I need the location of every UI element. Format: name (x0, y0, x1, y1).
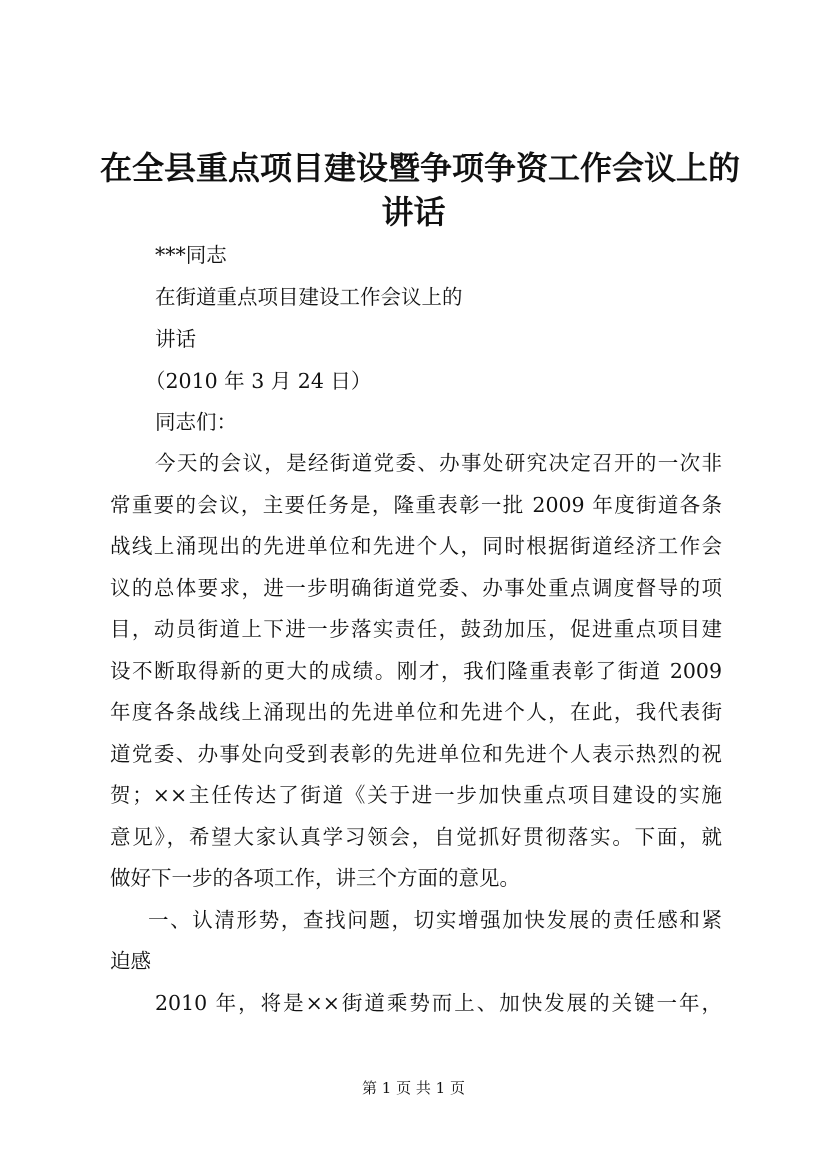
body-line: 战线上涌现出的先进单位和先进个人，同时根据街道经济工作会 (110, 534, 722, 558)
body-line: 目，动员街道上下进一步落实责任，鼓劲加压，促进重点项目建 (110, 617, 722, 641)
body-line: 道党委、办事处向受到表彰的先进单位和先进个人表示热烈的祝 (110, 742, 722, 766)
body-line: 意见》，希望大家认真学习领会，自觉抓好贯彻落实。下面，就 (110, 825, 722, 849)
subtitle-line-2: 讲话 (155, 327, 196, 351)
salutation-line: 同志们： (155, 410, 237, 434)
document-title-line-1: 在全县重点项目建设暨争项争资工作会议上的 (100, 149, 741, 187)
body-line: 做好下一步的各项工作，讲三个方面的意见。 (110, 866, 520, 890)
addressee-line: ***同志 (155, 243, 227, 267)
body-line: 年度各条战线上涌现出的先进单位和先进个人，在此，我代表街 (110, 700, 722, 724)
body-line: 贺；××主任传达了街道《关于进一步加快重点项目建设的实施 (110, 783, 722, 807)
section-heading-line-2: 迫感 (110, 949, 151, 973)
subtitle-line: 在街道重点项目建设工作会议上的 (155, 285, 463, 309)
date-line: （2010 年 3 月 24 日） (145, 369, 372, 393)
document-title-line-2: 讲话 (381, 193, 446, 231)
body-line: 常重要的会议，主要任务是，隆重表彰一批 2009 年度街道各条 (110, 493, 722, 517)
body-line: 2010 年，将是××街道乘势而上、加快发展的关键一年， (155, 991, 722, 1015)
body-line: 今天的会议，是经街道党委、办事处研究决定召开的一次非 (155, 451, 722, 475)
section-heading-line: 一、认清形势，查找问题，切实增强加快发展的责任感和紧 (148, 908, 722, 932)
page-footer: 第 1 页 共 1 页 (362, 1079, 465, 1097)
body-line: 设不断取得新的更大的成绩。刚才，我们隆重表彰了街道 2009 (110, 659, 722, 683)
body-line: 议的总体要求，进一步明确街道党委、办事处重点调度督导的项 (110, 576, 722, 600)
